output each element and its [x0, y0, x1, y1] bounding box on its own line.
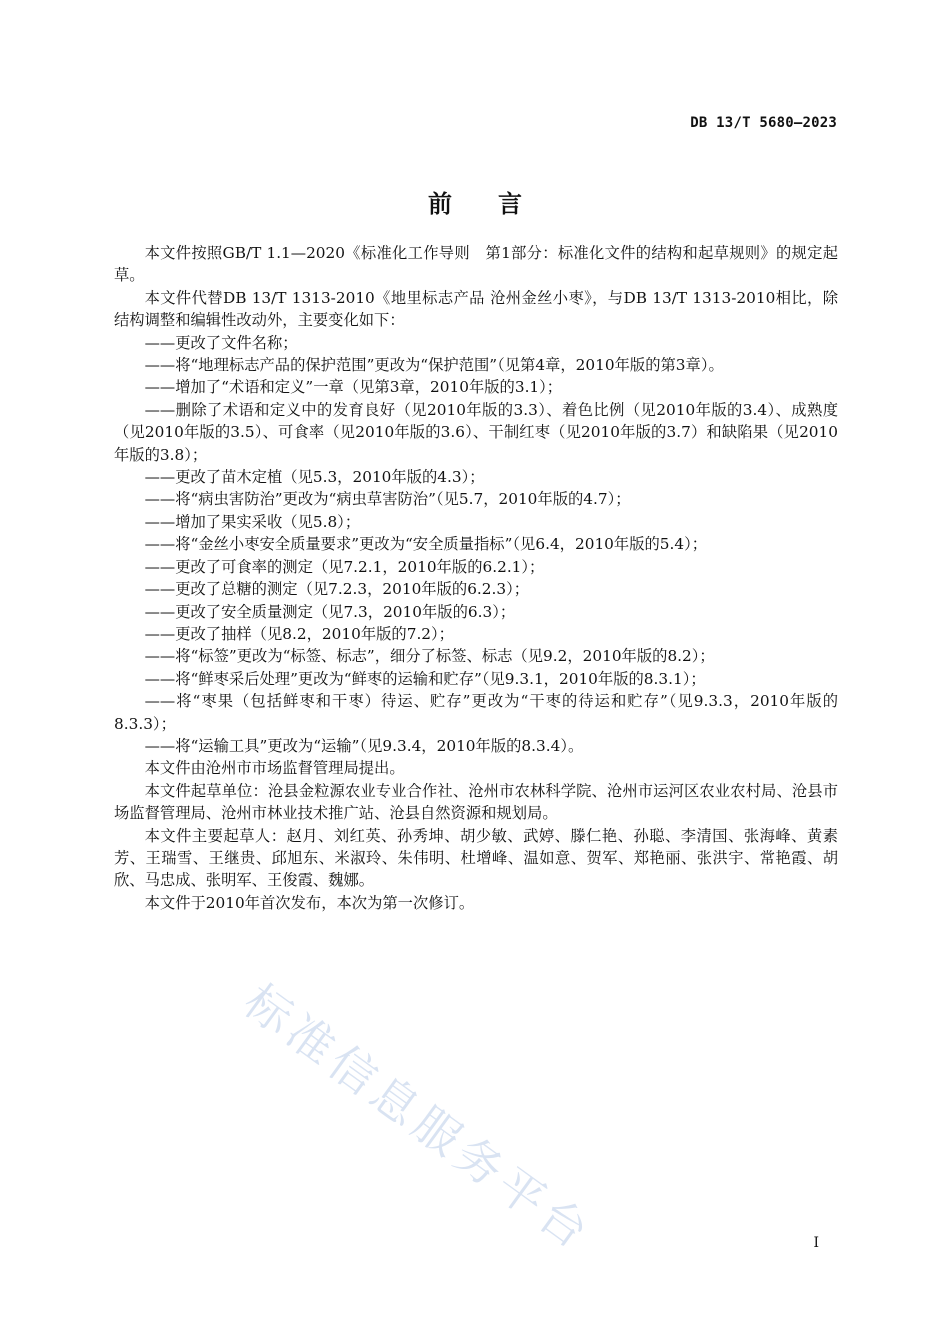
- change-item: ——更改了苗木定植（见5.3，2010年版的4.3）；: [144, 468, 485, 487]
- change-item: ——将“金丝小枣安全质量要求”更改为“安全质量指标”（见6.4，2010年版的5.4）；: [144, 535, 708, 554]
- paragraph: 本文件起草单位：沧县金粒源农业专业合作社、沧州市农林科学院、沧州市运河区农业农村局、沧县市场监督管理局、沧州市林业技术推广站、沧县自然资源和规划局。: [114, 781, 838, 823]
- change-item: ——更改了可食率的测定（见7.2.1，2010年版的6.2.1）；: [144, 557, 545, 576]
- change-item: ——删除了术语和定义中的发育良好（见2010年版的3.3）、着色比例（见2010年版的3.4）、成熟度（见2010年版的3.5）、可食率（见2010年版的3.6）、干制红枣（见2010年版的3.7）和缺陷果（见2010年版的3.8）；: [114, 400, 838, 464]
- change-item: ——将“鲜枣采后处理”更改为“鲜枣的运输和贮存”（见9.3.1，2010年版的8.3.1）；: [144, 669, 706, 688]
- foreword-body: [114, 242, 838, 914]
- change-item: ——将“标签”更改为“标签、标志”，细分了标签、标志（见9.2，2010年版的8.2）；: [144, 647, 715, 666]
- paragraph: 本文件主要起草人：赵月、刘红英、孙秀坤、胡少敏、武婷、滕仁艳、孙聪、李清国、张海峰、黄素芳、王瑞雪、王继贵、邱旭东、米淑玲、朱伟明、杜增峰、温如意、贺军、郑艳丽、张洪宇、常艳霞、胡欣、马忠成、张明军、王俊霞、魏娜。: [114, 826, 838, 890]
- page-title: 前言: [428, 190, 568, 218]
- change-item: ——增加了果实采收（见5.8）；: [144, 512, 361, 531]
- change-item: ——增加了“术语和定义”一章（见第3章，2010年版的3.1）；: [144, 378, 563, 397]
- change-item: ——将“地理标志产品的保护范围”更改为“保护范围”（见第4章，2010年版的第3章）。: [144, 356, 724, 375]
- standard-code: DB 13/T 5680—2023: [690, 115, 837, 131]
- paragraph: 本文件由沧州市市场监督管理局提出。: [144, 759, 405, 778]
- page-number: I: [813, 1235, 819, 1251]
- change-item: ——将“病虫害防治”更改为“病虫草害防治”（见5.7，2010年版的4.7）；: [144, 490, 631, 509]
- change-item: ——更改了抽样（见8.2，2010年版的7.2）；: [144, 624, 454, 643]
- paragraph: 本文件按照GB/T 1.1—2020《标准化工作导则 第1部分：标准化文件的结构和起草规则》的规定起草。: [114, 244, 838, 285]
- change-item: ——将“运输工具”更改为“运输”（见9.3.4，2010年版的8.3.4）。: [144, 736, 584, 755]
- change-item: ——更改了安全质量测定（见7.3，2010年版的6.3）；: [144, 602, 516, 621]
- change-item: ——更改了总糖的测定（见7.2.3，2010年版的6.2.3）；: [144, 580, 530, 599]
- paragraph: 本文件于2010年首次发布，本次为第一次修订。: [144, 893, 475, 912]
- change-item: ——更改了文件名称；: [144, 333, 298, 352]
- watermark: 标准信息服务平台: [234, 973, 603, 1262]
- paragraph: 本文件代替DB 13/T 1313-2010《地里标志产品 沧州金丝小枣》，与DB 13/T 1313-2010相比，除结构调整和编辑性改动外，主要变化如下：: [114, 288, 838, 330]
- change-item: ——将“枣果（包括鲜枣和干枣）待运、贮存”更改为“干枣的待运和贮存”（见9.3.3，2010年版的8.3.3）；: [114, 692, 838, 733]
